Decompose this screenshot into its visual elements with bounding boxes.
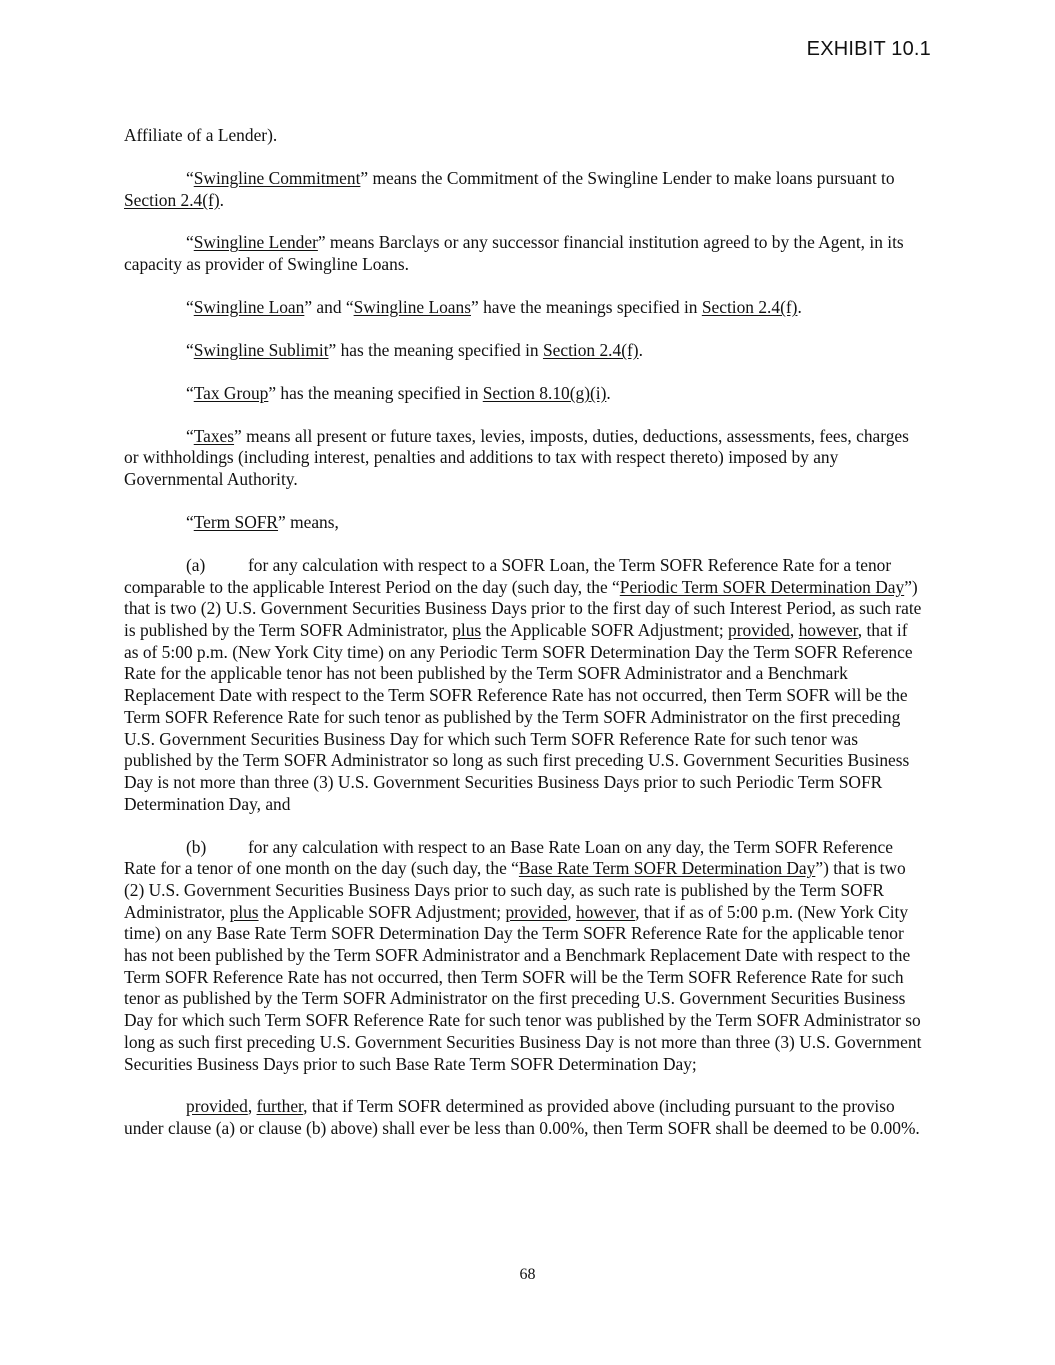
text-run: ” means the Commitment of the Swingline Lender to make loans pursuant to — [360, 167, 895, 188]
text-run: ” have the meanings specified in — [471, 297, 702, 318]
section-reference: Section 2.4(f) — [701, 297, 798, 318]
emphasis-term: further — [256, 1096, 304, 1117]
text-run: the Applicable SOFR Adjustment; — [481, 620, 729, 641]
text-run: . — [219, 189, 224, 210]
text-run: , — [789, 620, 799, 641]
text-run: “ — [186, 167, 194, 188]
text-run: “ — [186, 512, 194, 533]
text-run: ” has the meaning specified in — [328, 339, 543, 360]
text-run: for any calculation with respect to a SOFR Loan, the Term SOFR Reference Rate for a tenor comparable to the applicable Interest Period on the day (such day, the “ — [124, 554, 892, 597]
text-run: ” and “ — [304, 297, 354, 318]
clause-label: (b) — [186, 836, 207, 857]
text-run: , — [247, 1096, 257, 1117]
exhibit-label: EXHIBIT 10.1 — [806, 38, 931, 60]
text-run: the Applicable SOFR Adjustment; — [258, 901, 506, 922]
emphasis-term: provided — [186, 1096, 248, 1117]
text-run: ”) that is two (2) U.S. Government Securities Business Days prior to the first day of such Interest Period, as such rate is published by the Term SOFR Administrator, — [124, 576, 922, 641]
text-run: . — [638, 339, 643, 360]
proviso-paragraph — [124, 1096, 924, 1139]
emphasis-term: provided — [505, 901, 568, 922]
emphasis-term: plus — [229, 901, 259, 922]
section-reference: Section 2.4(f) — [542, 339, 639, 360]
definition-taxes — [124, 426, 924, 491]
text-run: “ — [186, 382, 194, 403]
clause-a — [124, 555, 924, 815]
defined-term: Swingline Sublimit — [193, 339, 329, 360]
text-run: , — [567, 901, 576, 922]
definition-swingline-lender — [124, 232, 924, 275]
text-run: “ — [186, 232, 194, 253]
emphasis-term: however — [798, 620, 858, 641]
text-run: “ — [186, 339, 194, 360]
text-run: ” means all present or future taxes, levies, imposts, duties, deductions, assessments, fees, charges or withholdings (including interest, penalties and additions to tax with respect thereto) imposed by any Governmental Authority. — [124, 425, 909, 490]
text-run: ” means, — [278, 512, 339, 533]
page-number: 68 — [519, 1266, 536, 1283]
definition-term-sofr — [124, 512, 924, 534]
defined-term: Swingline Loans — [353, 297, 471, 318]
defined-term: Swingline Lender — [193, 232, 318, 253]
text-run: , that if as of 5:00 p.m. (New York City time) on any Periodic Term SOFR Determination Day the Term SOFR Reference Rate for the applicable tenor has not been published by the Term SOFR Administrator and a Benchmark Replacement Date with respect to the Term SOFR Reference Rate has not occurred, then Term SOFR will be the Term SOFR Reference Rate for such tenor as published by the Term SOFR Administrator on the first preceding U.S. Government Securities Business Day for which such Term SOFR Reference Rate for such tenor was published by the Term SOFR Administrator so long as such first preceding U.S. Government Securities Business Day is not more than three (3) U.S. Government Securities Business Days prior to such Periodic Term SOFR Determination Day, and — [124, 620, 913, 814]
emphasis-term: however — [575, 901, 636, 922]
text-run: . — [797, 297, 802, 318]
definition-swingline-loan — [124, 297, 924, 319]
document-body — [124, 125, 924, 1161]
section-reference: Section 8.10(g)(i) — [482, 382, 607, 403]
defined-term: Swingline Commitment — [193, 167, 361, 188]
text-run: . — [606, 382, 611, 403]
text-run: , that if Term SOFR determined as provided above (including pursuant to the proviso under clause (a) or clause (b) above) shall ever be less than 0.00%, then Term SOFR shall be deemed to be 0.00%. — [124, 1096, 920, 1139]
clause-b — [124, 837, 924, 1076]
clause-label: (a) — [186, 554, 206, 575]
defined-term: Periodic Term SOFR Determination Day — [619, 576, 905, 597]
emphasis-term: provided — [728, 620, 790, 641]
defined-term: Tax Group — [193, 382, 269, 403]
definition-swingline-sublimit — [124, 340, 924, 362]
text-run: “ — [186, 297, 194, 318]
definition-tax-group — [124, 383, 924, 405]
text-run: Affiliate of a Lender). — [124, 125, 278, 145]
definition-swingline-commitment — [124, 168, 924, 211]
defined-term: Base Rate Term SOFR Determination Day — [518, 858, 816, 879]
paragraph-affiliate — [124, 125, 924, 147]
text-run: ”) that is two (2) U.S. Government Securities Business Days prior to such day, as such rate is published by the Term SOFR Administrator, — [124, 858, 906, 922]
defined-term: Swingline Loan — [193, 297, 305, 318]
text-run: , that if as of 5:00 p.m. (New York City time) on any Base Rate Term SOFR Determination Day the Term SOFR Reference Rate for the applicable tenor has not been published by the Term SOFR Administrator and a Benchmark Replacement Date with respect to the Term SOFR Reference Rate has not occurred, then Term SOFR will be the Term SOFR Reference Rate for such tenor as published by the Term SOFR Administrator on the first preceding U.S. Government Securities Business Day for which such Term SOFR Reference Rate for such tenor was published by the Term SOFR Administrator so long as such first preceding U.S. Government Securities Business Day is not more than three (3) U.S. Government Securities Business Days prior to such Base Rate Term SOFR Determination Day; — [124, 901, 922, 1074]
defined-term: Taxes — [193, 425, 235, 446]
text-run: for any calculation with respect to an Base Rate Loan on any day, the Term SOFR Reference Rate for a tenor of one month on the day (such day, the “ — [124, 836, 893, 879]
text-run: ” means Barclays or any successor financial institution agreed to by the Agent, in its capacity as provider of Swingline Loans. — [124, 232, 904, 275]
defined-term: Term SOFR — [193, 512, 279, 533]
emphasis-term: plus — [452, 620, 482, 641]
text-run: “ — [186, 425, 194, 446]
text-run: ” has the meaning specified in — [268, 382, 483, 403]
section-reference: Section 2.4(f) — [124, 189, 220, 210]
